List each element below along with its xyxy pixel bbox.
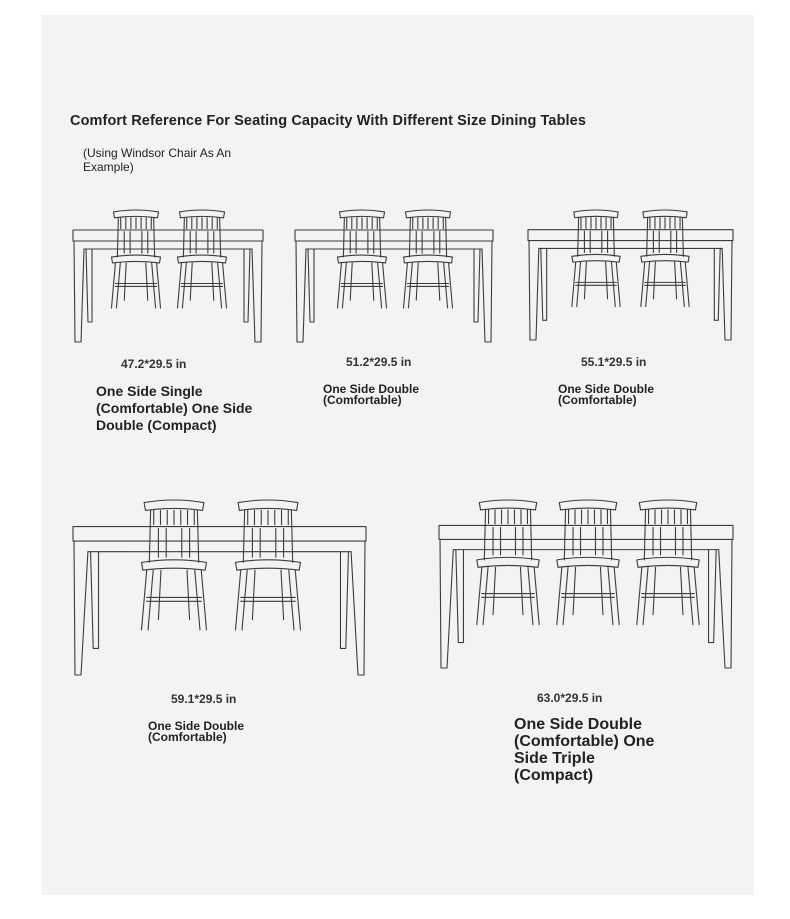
- table-illustration-3: [523, 206, 738, 344]
- windsor-chair: [142, 500, 207, 630]
- windsor-chair: [477, 500, 539, 625]
- table-top: [73, 230, 263, 241]
- table-size-label: 59.1*29.5 in: [171, 692, 237, 706]
- table-leg: [440, 539, 453, 668]
- seating-caption: One Side Double (Comfortable) One Side Triple (Compact): [514, 716, 655, 784]
- windsor-chair: [637, 500, 699, 625]
- windsor-chair: [178, 210, 227, 308]
- table-top: [528, 230, 733, 241]
- table-top: [73, 527, 366, 542]
- table-leg: [296, 241, 306, 342]
- table-leg: [719, 539, 732, 668]
- table-top: [295, 230, 493, 241]
- table-leg: [709, 550, 717, 643]
- table-leg: [482, 241, 492, 342]
- table-leg: [74, 241, 84, 342]
- page-subtitle: (Using Windsor Chair As An Example): [83, 146, 232, 174]
- table-leg: [351, 541, 365, 675]
- seating-caption: One Side Double (Comfortable): [148, 719, 245, 744]
- windsor-chair: [338, 210, 387, 308]
- table-leg: [252, 241, 262, 342]
- table-illustration-2: [290, 206, 498, 346]
- windsor-chair: [572, 210, 620, 307]
- table-leg: [529, 241, 539, 340]
- windsor-chair: [641, 210, 689, 307]
- windsor-chair: [557, 500, 619, 625]
- table-top: [439, 525, 733, 539]
- table-leg: [456, 550, 464, 643]
- table-leg: [244, 249, 250, 322]
- table-leg: [714, 248, 720, 320]
- table-size-label: 63.0*29.5 in: [537, 691, 603, 705]
- table-leg: [308, 249, 314, 322]
- table-leg: [340, 552, 348, 649]
- seating-caption: One Side Double (Comfortable): [323, 382, 420, 407]
- table-leg: [474, 249, 480, 322]
- table-size-label: 51.2*29.5 in: [346, 355, 412, 369]
- table-leg: [91, 552, 99, 649]
- seating-caption: One Side Single (Comfortable) One Side Double (Compact): [96, 383, 253, 433]
- table-illustration-1: [68, 206, 268, 346]
- table-leg: [722, 241, 732, 340]
- seating-caption: One Side Double (Comfortable): [558, 382, 655, 407]
- table-size-label: 47.2*29.5 in: [121, 357, 187, 371]
- table-leg: [86, 249, 92, 322]
- windsor-chair: [112, 210, 161, 308]
- table-leg: [74, 541, 88, 675]
- table-illustration-5: [434, 496, 738, 672]
- table-size-label: 55.1*29.5 in: [581, 355, 647, 369]
- table-illustration-4: [68, 496, 371, 679]
- table-leg: [541, 248, 547, 320]
- windsor-chair: [404, 210, 453, 308]
- windsor-chair: [236, 500, 301, 630]
- page-title: Comfort Reference For Seating Capacity With Different Size Dining Tables: [70, 113, 586, 129]
